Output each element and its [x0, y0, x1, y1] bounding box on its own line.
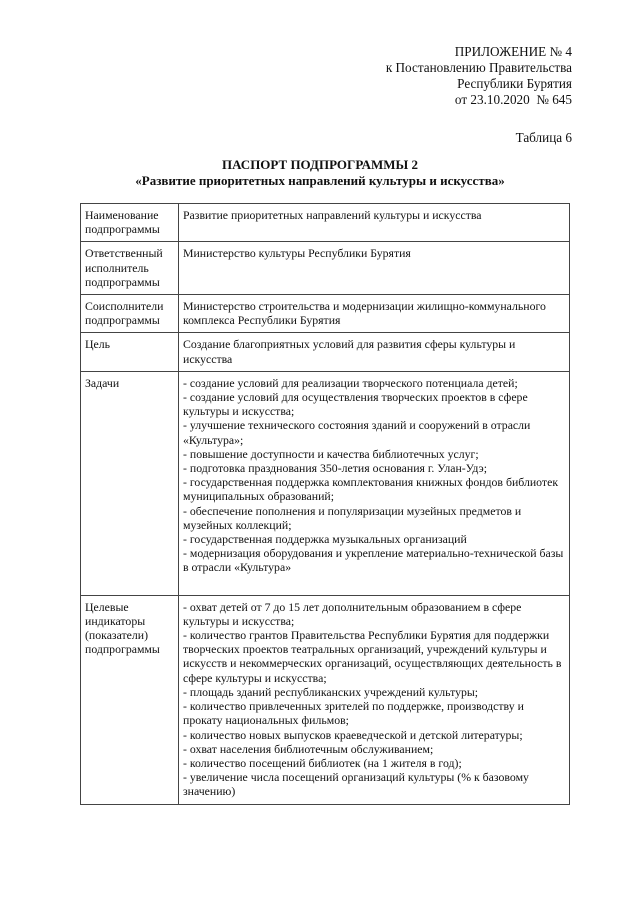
table-number: Таблица 6 [515, 130, 572, 145]
document-title [0, 157, 640, 189]
title-line-2: «Развитие приоритетных направлений культуры и искусства» [135, 173, 505, 188]
row-value: Создание благоприятных условий для развития сферы культуры и искусства [179, 333, 570, 371]
table-row-executor [81, 242, 570, 295]
table-row-goal [81, 333, 570, 371]
table-row-indicators [81, 595, 570, 804]
list-item: - количество привлеченных зрителей по поддержке, производству и прокату национальных фильмов; [183, 699, 524, 728]
row-label: Цель [81, 333, 179, 371]
list-item: - обеспечение пополнения и популяризации музейных предметов и музейных коллекций; [183, 503, 522, 532]
row-value: Развитие приоритетных направлений культуры и искусства [179, 204, 570, 242]
list-item: - государственная поддержка комплектования книжных фондов библиотек муниципальных образований; [183, 475, 559, 504]
list-item: - охват детей от 7 до 15 лет дополнительным образованием в сфере культуры и искусства; [183, 599, 522, 628]
list-item: - площадь зданий республиканских учреждений культуры; [183, 684, 479, 699]
list-item: - модернизация оборудования и укрепление материально-технической базы в отрасли «Культура» [183, 546, 564, 575]
row-label: Задачи [81, 371, 179, 595]
row-value: Министерство строительства и модернизации жилищно-коммунального комплекса Республики Бурятия [179, 295, 570, 333]
list-item: - создание условий для реализации творческого потенциала детей; [183, 375, 518, 390]
row-value [179, 595, 570, 804]
row-label: Целевые индикаторы (показатели) подпрограммы [81, 595, 179, 804]
table-row-coexecutors [81, 295, 570, 333]
list-item: - государственная поддержка музыкальных организаций [183, 532, 467, 547]
row-label: Соисполнители подпрограммы [81, 295, 179, 333]
list-item: - улучшение технического состояния зданий и сооружений в отрасли «Культура»; [183, 418, 531, 447]
decree-reference: к Постановлению Правительства [385, 60, 572, 75]
list-item: - подготовка празднования 350-летия основания г. Улан-Удэ; [183, 461, 488, 476]
list-item: - охват населения библиотечным обслуживанием; [183, 741, 434, 756]
republic-name: Республики Бурятия [457, 76, 572, 91]
row-label: Ответственный исполнитель подпрограммы [81, 242, 179, 295]
appendix-number: ПРИЛОЖЕНИЕ № 4 [454, 44, 572, 59]
table-row-name [81, 204, 570, 242]
decree-date: от 23.10.2020 № 645 [454, 92, 572, 107]
row-label: Наименование подпрограммы [81, 204, 179, 242]
row-value: Министерство культуры Республики Бурятия [179, 242, 570, 295]
list-item: - количество новых выпусков краеведческой и детской литературы; [183, 727, 523, 742]
list-item: - количество посещений библиотек (на 1 жителя в год); [183, 755, 462, 770]
passport-table [80, 203, 570, 805]
list-item: - количество грантов Правительства Республики Бурятия для поддержки творческих проектов театральных организаций, учреждений культуры и искусств и некоммерческих организаций, осуществляющих деятельность в сфере культуры и искусства; [183, 628, 562, 685]
list-item: - повышение доступности и качества библиотечных услуг; [183, 446, 479, 461]
row-value [179, 371, 570, 595]
table-row-tasks [81, 371, 570, 595]
appendix-header [386, 44, 572, 108]
list-item: - увеличение числа посещений организаций культуры (% к базовому значению) [183, 770, 529, 799]
title-line-1: ПАСПОРТ ПОДПРОГРАММЫ 2 [221, 157, 419, 172]
list-item: - создание условий для осуществления творческих проектов в сфере культуры и искусства; [183, 390, 528, 419]
